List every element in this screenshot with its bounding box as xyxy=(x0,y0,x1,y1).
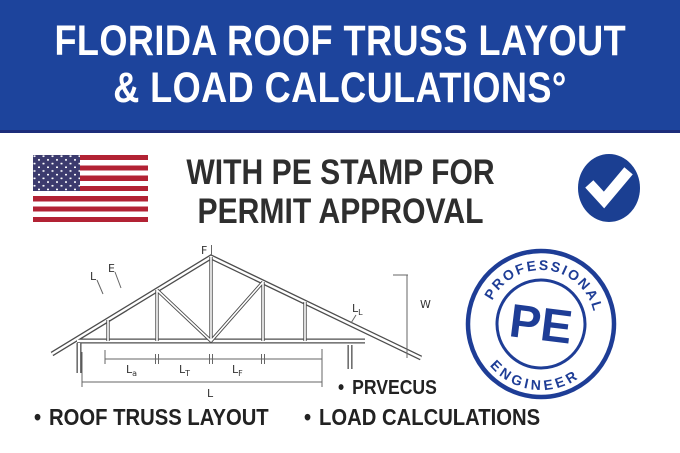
label-la: $L_a$ xyxy=(126,363,138,378)
label-lt: $L_T$ xyxy=(179,363,191,378)
bullet-dot: • xyxy=(304,404,312,430)
bullet-dot: • xyxy=(34,404,42,430)
bullet-roof-truss-layout xyxy=(34,404,269,431)
seal-arc-top-text: PROFESSIONAL xyxy=(480,256,607,315)
title-line-1: FLORIDA ROOF TRUSS LAYOUT xyxy=(54,17,626,65)
bullet-label: PRVECUS xyxy=(352,377,437,399)
label-peak-f: F xyxy=(201,244,208,257)
bullet-label: ROOF TRUSS LAYOUT xyxy=(49,404,269,430)
label-span-l: L xyxy=(207,387,214,400)
bullet-dot: • xyxy=(338,377,345,399)
tagline-line-2: PERMIT APPROVAL xyxy=(197,192,484,231)
bullet-prvecus xyxy=(338,377,437,400)
tagline xyxy=(184,153,498,231)
us-flag-icon xyxy=(33,155,148,222)
seal-center-pe-text: PE xyxy=(506,293,576,354)
bullet-label: LOAD CALCULATIONS xyxy=(319,404,541,430)
title-banner xyxy=(0,0,680,133)
label-lf: $L_F$ xyxy=(232,363,243,378)
title-line-2: & LOAD CALCULATIONS° xyxy=(113,64,567,112)
flag-canton-stars xyxy=(33,155,80,191)
checkmark-icon xyxy=(578,154,640,222)
seal-arc-bottom-text: ENGINEER xyxy=(487,356,583,394)
bullet-load-calculations xyxy=(304,404,540,431)
label-overhang-l: L xyxy=(90,270,97,283)
label-ll: $L_L$ xyxy=(352,302,363,317)
checkmark-badge-icon xyxy=(578,154,640,222)
tagline-line-1: WITH PE STAMP FOR xyxy=(186,153,495,192)
label-height-w: W xyxy=(420,298,431,311)
label-eave-e: E xyxy=(108,262,115,275)
pe-engineer-seal-icon xyxy=(463,246,619,402)
